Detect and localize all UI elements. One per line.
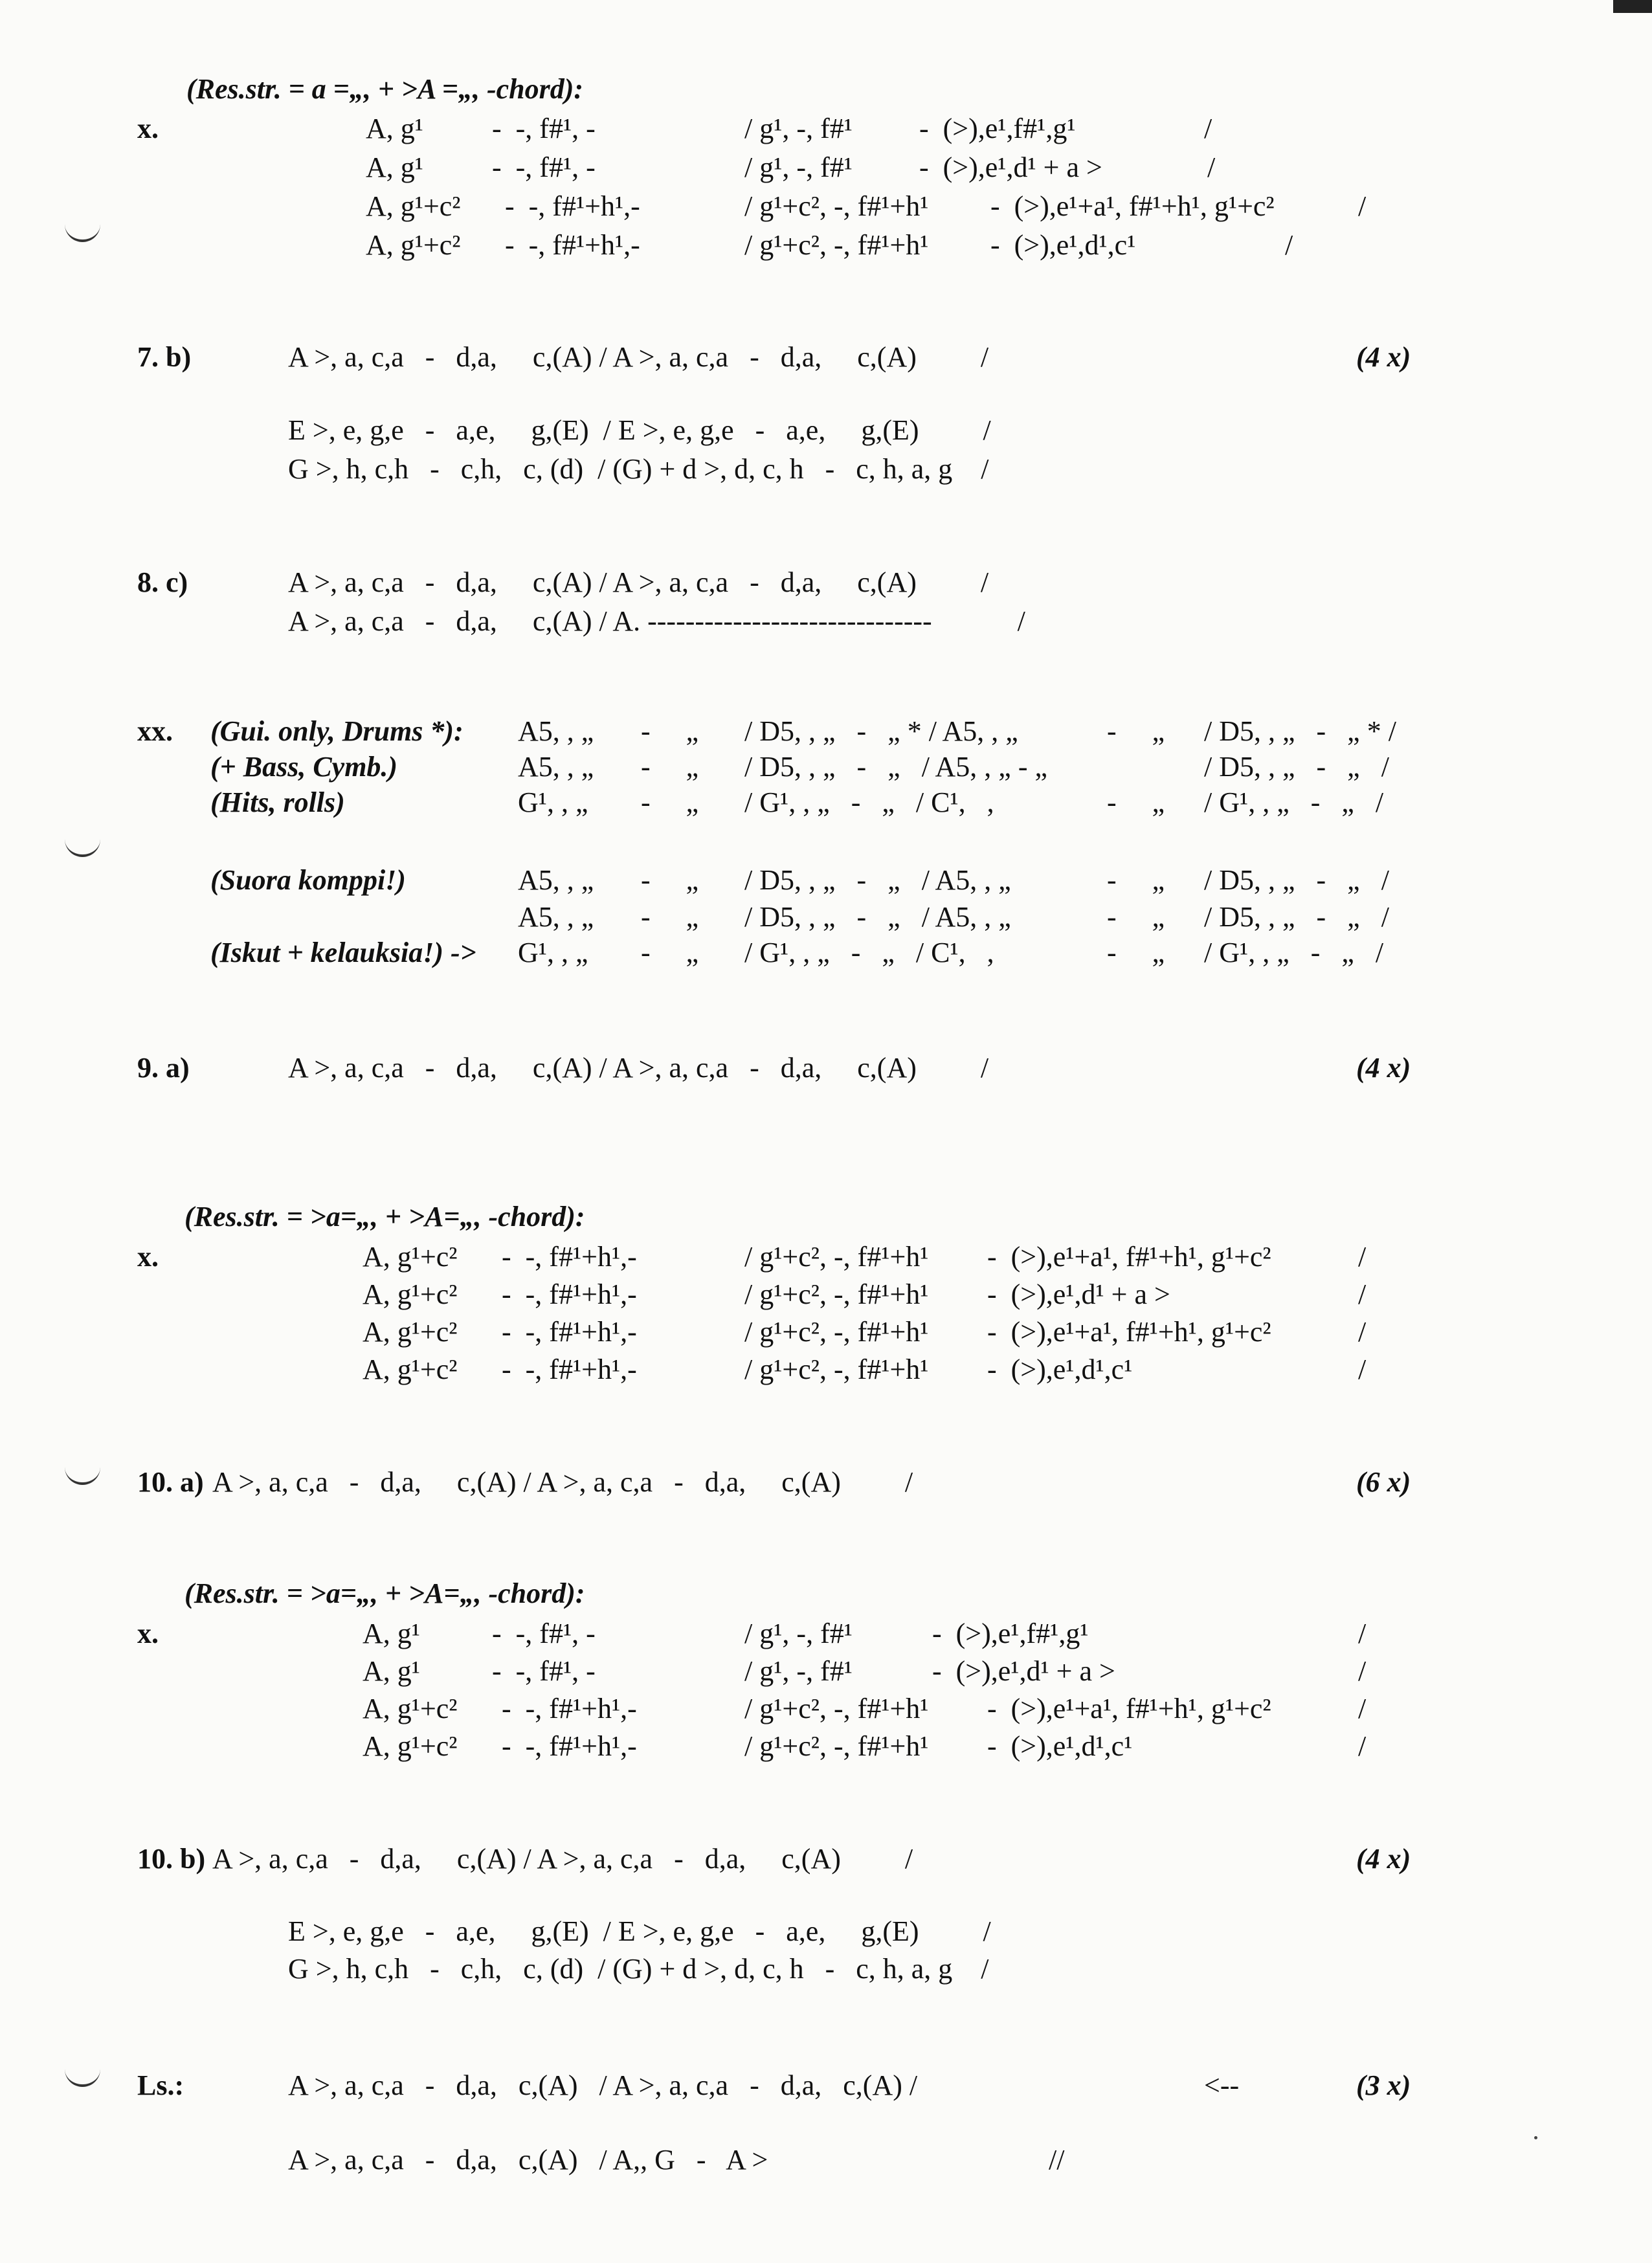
cell: / xyxy=(1204,113,1212,144)
line: A >, a, c,a - d,a, c,(A) / A >, a, c,a - d,a, c,(A) / xyxy=(212,1466,913,1498)
cell: A, g¹ xyxy=(363,1618,420,1649)
row-label: 8. c) xyxy=(137,566,188,598)
line: A >, a, c,a - d,a, c,(A) / A. ------------------------------ / xyxy=(288,605,1025,637)
instr-note: (Suora komppi!) xyxy=(210,864,406,896)
line: G >, h, c,h - c,h, c, (d) / (G) + d >, d, c, h - c, h, a, g / xyxy=(288,453,989,485)
repeat-count: (4 x) xyxy=(1356,1052,1411,1084)
cell: / xyxy=(1207,151,1216,183)
row-label: Ls.: xyxy=(137,2069,184,2101)
cell: / g¹, -, f#¹ xyxy=(744,113,853,144)
cell: - (>),e¹+a¹, f#¹+h¹, g¹+c² xyxy=(987,1693,1271,1724)
cell: / xyxy=(1358,1241,1367,1273)
arrow-back: <-- xyxy=(1204,2069,1240,2101)
cell: / g¹+c², -, f#¹+h¹ xyxy=(744,229,929,261)
cell: - -, f#¹+h¹,- xyxy=(505,229,640,261)
cell: - (>),e¹,d¹,c¹ xyxy=(987,1730,1133,1762)
row-label: 7. b) xyxy=(137,341,192,373)
cell: / D5, , „ - „ / A5, , „ - „ xyxy=(744,751,1047,783)
margin-mark xyxy=(65,214,100,242)
cell: / g¹, -, f#¹ xyxy=(744,1655,853,1687)
cell: G¹, , „ xyxy=(518,786,588,818)
cell: / D5, , „ - „ / xyxy=(1204,901,1389,933)
cell: - (>),e¹,d¹ + a > xyxy=(932,1655,1115,1687)
instr-note: (Hits, rolls) xyxy=(210,786,345,818)
cell: A, g¹+c² xyxy=(366,229,461,261)
dash: - „ xyxy=(1107,715,1165,747)
repeat-count: (4 x) xyxy=(1356,341,1411,373)
line: A >, a, c,a - d,a, c,(A) / A >, a, c,a - d,a, c,(A) / xyxy=(288,2069,918,2101)
row-label: 10. b) xyxy=(137,1843,206,1875)
cell: A, g¹ xyxy=(363,1655,420,1687)
cell: A5, , „ xyxy=(518,751,594,783)
line: A >, a, c,a - d,a, c,(A) / A >, a, c,a - d,a, c,(A) / xyxy=(212,1843,913,1875)
cell: - (>),e¹,f#¹,g¹ xyxy=(932,1618,1089,1649)
res-str-heading: (Res.str. = >a=„, + >A=„, -chord): xyxy=(184,1577,585,1609)
dash: - „ xyxy=(1107,864,1165,896)
cell: / g¹+c², -, f#¹+h¹ xyxy=(744,1693,929,1724)
end-mark: // xyxy=(1049,2144,1065,2176)
cell: / G¹, , „ - „ / xyxy=(1204,786,1384,818)
cell: / G¹, , „ - „ / xyxy=(1204,937,1384,968)
cell: - -, f#¹, - xyxy=(492,151,596,183)
dash: - „ xyxy=(641,901,699,933)
cell: / g¹+c², -, f#¹+h¹ xyxy=(744,1354,929,1385)
cell: A, g¹+c² xyxy=(366,190,461,222)
cell: A, g¹+c² xyxy=(363,1316,458,1348)
cell: / xyxy=(1358,190,1367,222)
repeat-count: (3 x) xyxy=(1356,2069,1411,2101)
cell: / xyxy=(1358,1618,1367,1649)
margin-mark xyxy=(65,1456,100,1485)
instr-note: (Gui. only, Drums *): xyxy=(210,715,463,747)
cell: - -, f#¹+h¹,- xyxy=(502,1278,637,1310)
cell: - -, f#¹+h¹,- xyxy=(502,1354,637,1385)
cell: - -, f#¹+h¹,- xyxy=(502,1241,637,1273)
cell: A5, , „ xyxy=(518,901,594,933)
line: A >, a, c,a - d,a, c,(A) / A,, G - A > xyxy=(288,2144,768,2176)
line: A >, a, c,a - d,a, c,(A) / A >, a, c,a - d,a, c,(A) / xyxy=(288,1052,989,1084)
cell: G¹, , „ xyxy=(518,937,588,968)
cell: A, g¹+c² xyxy=(363,1354,458,1385)
cell: - -, f#¹, - xyxy=(492,1655,596,1687)
cell: - -, f#¹, - xyxy=(492,1618,596,1649)
cell: - (>),e¹,d¹,c¹ xyxy=(987,1354,1133,1385)
repeat-count: (6 x) xyxy=(1356,1466,1411,1498)
cell: A5, , „ xyxy=(518,715,594,747)
cell: / xyxy=(1358,1354,1367,1385)
res-str-heading: (Res.str. = a =„, + >A =„, -chord): xyxy=(186,73,584,105)
cell: / g¹+c², -, f#¹+h¹ xyxy=(744,1316,929,1348)
dash: - „ xyxy=(641,937,699,968)
dash: - „ xyxy=(641,751,699,783)
cell: A, g¹ xyxy=(366,151,423,183)
cell: / xyxy=(1358,1693,1367,1724)
cell: A5, , „ xyxy=(518,864,594,896)
cell: - -, f#¹+h¹,- xyxy=(502,1730,637,1762)
cell: / g¹+c², -, f#¹+h¹ xyxy=(744,1241,929,1273)
cell: - -, f#¹+h¹,- xyxy=(505,190,640,222)
cell: / xyxy=(1358,1278,1367,1310)
cell: / g¹+c², -, f#¹+h¹ xyxy=(744,1730,929,1762)
dash: - „ xyxy=(641,715,699,747)
cell: A, g¹+c² xyxy=(363,1278,458,1310)
instr-note: (+ Bass, Cymb.) xyxy=(210,751,398,783)
cell: / D5, , „ - „ / A5, , „ xyxy=(744,901,1011,933)
cell: / xyxy=(1358,1655,1367,1687)
cell: / D5, , „ - „ / A5, , „ xyxy=(744,864,1011,896)
row-label: xx. xyxy=(137,715,173,747)
cell: - (>),e¹+a¹, f#¹+h¹, g¹+c² xyxy=(987,1316,1271,1348)
cell: / G¹, , „ - „ / C¹, , xyxy=(744,786,994,818)
dash: - „ xyxy=(641,864,699,896)
cell: / D5, , „ - „ / xyxy=(1204,864,1389,896)
repeat-count: (4 x) xyxy=(1356,1843,1411,1875)
cell: - (>),e¹+a¹, f#¹+h¹, g¹+c² xyxy=(987,1241,1271,1273)
margin-mark xyxy=(65,829,100,857)
dash: - „ xyxy=(1107,786,1165,818)
cell: - (>),e¹+a¹, f#¹+h¹, g¹+c² xyxy=(990,190,1275,222)
line: E >, e, g,e - a,e, g,(E) / E >, e, g,e - a,e, g,(E) / xyxy=(288,1915,991,1947)
res-str-heading: (Res.str. = >a=„, + >A=„, -chord): xyxy=(184,1201,585,1232)
cell: A, g¹ xyxy=(366,113,423,144)
row-label: x. xyxy=(137,1241,159,1273)
cell: A, g¹+c² xyxy=(363,1693,458,1724)
cell: - (>),e¹,d¹ + a > xyxy=(987,1278,1170,1310)
cell: / D5, , „ - „ * / xyxy=(1204,715,1396,747)
dash: - „ xyxy=(1107,937,1165,968)
row-label: 9. a) xyxy=(137,1052,190,1084)
cell: A, g¹+c² xyxy=(363,1241,458,1273)
line: E >, e, g,e - a,e, g,(E) / E >, e, g,e - a,e, g,(E) / xyxy=(288,414,991,446)
instr-note: (Iskut + kelauksia!) -> xyxy=(210,937,476,968)
cell: / g¹, -, f#¹ xyxy=(744,151,853,183)
cell: / g¹+c², -, f#¹+h¹ xyxy=(744,1278,929,1310)
cell: - (>),e¹,d¹,c¹ xyxy=(990,229,1136,261)
cell: / xyxy=(1285,229,1293,261)
dash: - „ xyxy=(641,786,699,818)
row-label: x. xyxy=(137,113,159,144)
cell: - (>),e¹,f#¹,g¹ xyxy=(919,113,1076,144)
margin-mark xyxy=(65,2058,100,2087)
line: A >, a, c,a - d,a, c,(A) / A >, a, c,a - d,a, c,(A) / xyxy=(288,341,989,373)
cell: / xyxy=(1358,1730,1367,1762)
cell: / D5, , „ - „ / xyxy=(1204,751,1389,783)
cell: - -, f#¹, - xyxy=(492,113,596,144)
cell: / G¹, , „ - „ / C¹, , xyxy=(744,937,994,968)
line: A >, a, c,a - d,a, c,(A) / A >, a, c,a - d,a, c,(A) / xyxy=(288,566,989,598)
row-label: x. xyxy=(137,1618,159,1649)
speck xyxy=(1534,2136,1537,2139)
dash: - „ xyxy=(1107,901,1165,933)
cell: / xyxy=(1358,1316,1367,1348)
row-label: 10. a) xyxy=(137,1466,204,1498)
line: G >, h, c,h - c,h, c, (d) / (G) + d >, d, c, h - c, h, a, g / xyxy=(288,1953,989,1985)
cell: A, g¹+c² xyxy=(363,1730,458,1762)
cell: - (>),e¹,d¹ + a > xyxy=(919,151,1102,183)
cell: - -, f#¹+h¹,- xyxy=(502,1316,637,1348)
cell: / g¹, -, f#¹ xyxy=(744,1618,853,1649)
scan-edge xyxy=(1613,0,1652,13)
cell: - -, f#¹+h¹,- xyxy=(502,1693,637,1724)
cell: / g¹+c², -, f#¹+h¹ xyxy=(744,190,929,222)
cell: / D5, , „ - „ * / A5, , „ xyxy=(744,715,1018,747)
